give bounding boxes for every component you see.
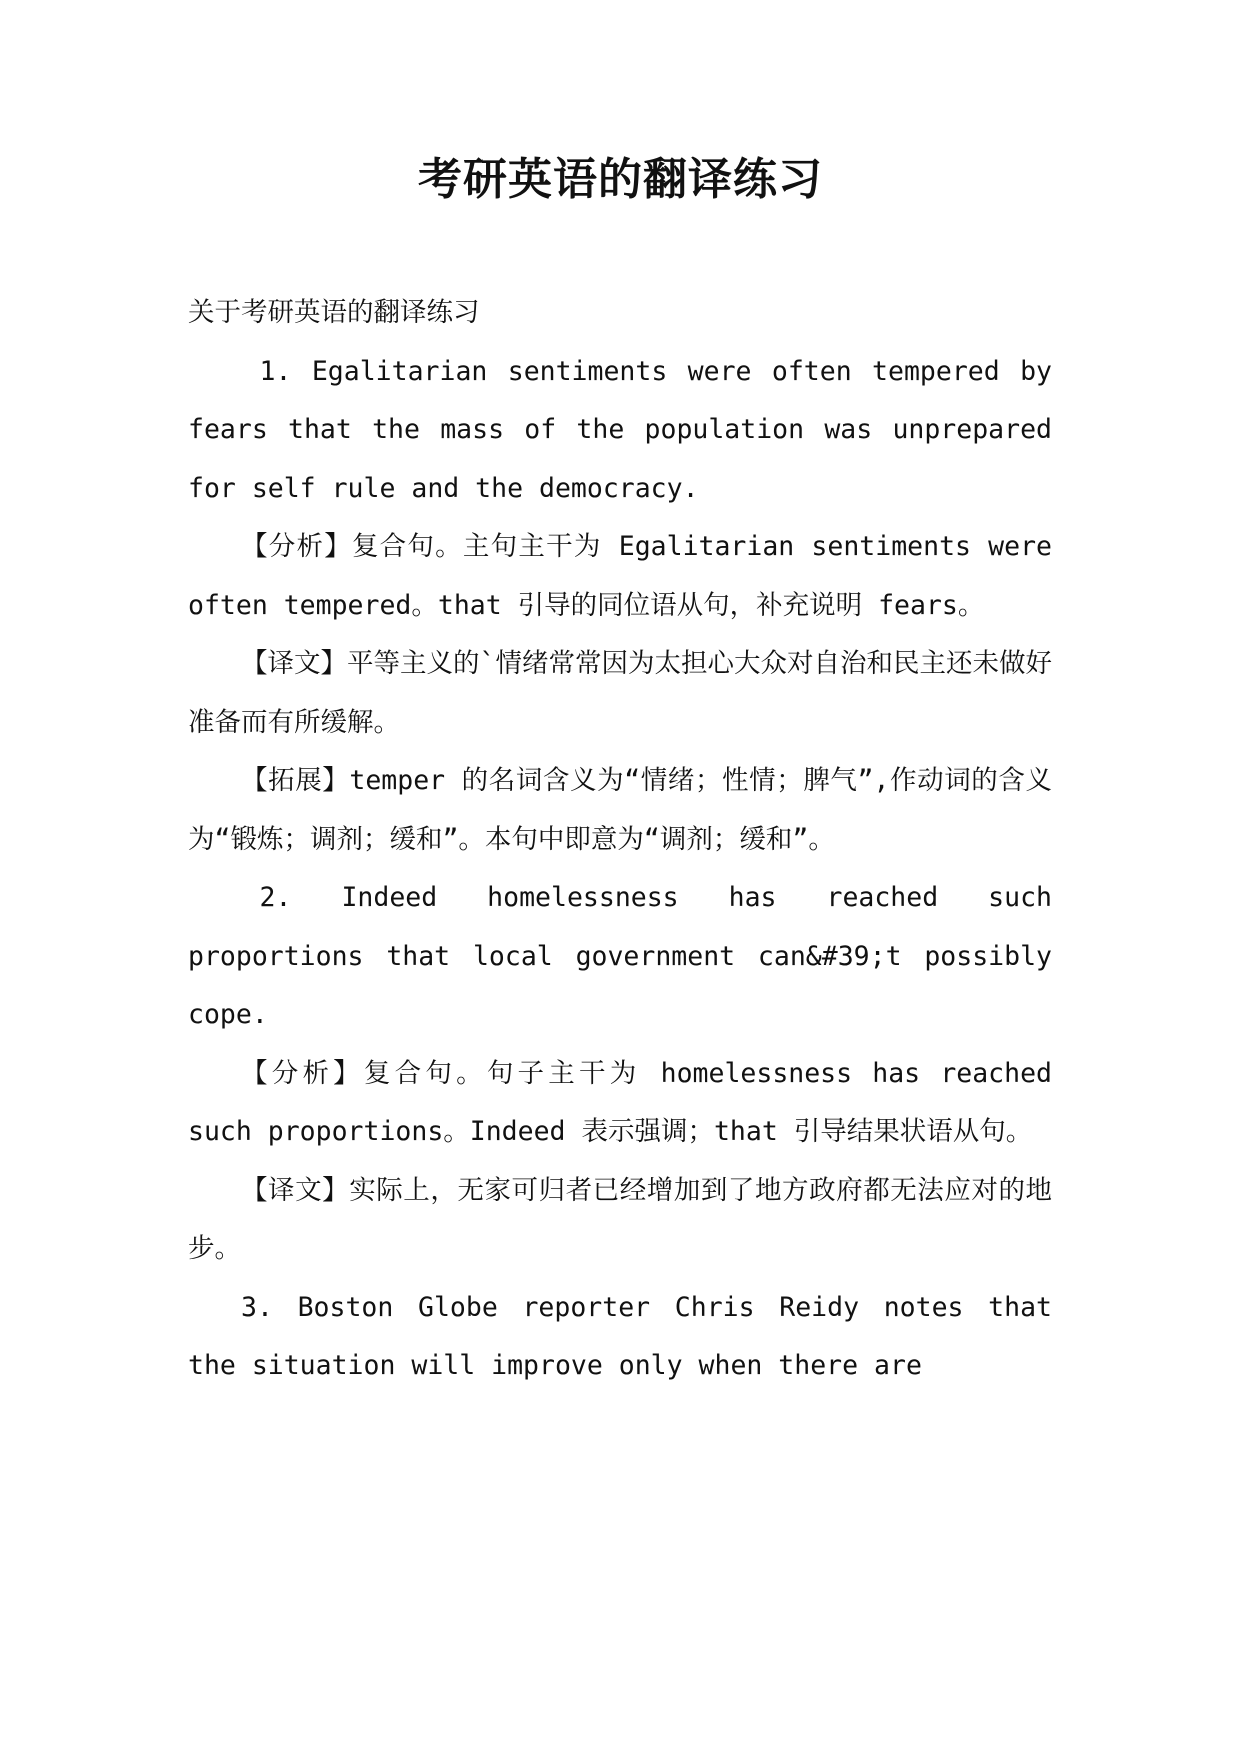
sentence-2: 2. Indeed homelessness has reached such proportions that local government can&#39;t possibly cope. — [188, 882, 1052, 1030]
analysis-1: 【分析】复合句。主句主干为 Egalitarian sentiments were often tempered。that 引导的同位语从句，补充说明 fears。 — [188, 531, 1052, 621]
document-body — [188, 284, 1052, 1396]
intro-line: 关于考研英语的翻译练习 — [188, 297, 480, 328]
analysis-2: 【分析】复合句。句子主干为 homelessness has reached such proportions。Indeed 表示强调；that 引导结果状语从句。 — [188, 1057, 1052, 1147]
translation-1: 【译文】平等主义的`情绪常常因为太担心大众对自治和民主还未做好准备而有所缓解。 — [188, 648, 1052, 738]
sentence-1: 1. Egalitarian sentiments were often tempered by fears that the mass of the population was unprepared for self rule and the democracy. — [188, 355, 1052, 504]
page-title: 考研英语的翻译练习 — [418, 154, 823, 205]
translation-2: 【译文】实际上，无家可归者已经增加到了地方政府都无法应对的地步。 — [188, 1174, 1052, 1264]
sentence-3: 3. Boston Globe reporter Chris Reidy notes that the situation will improve only when there are — [188, 1291, 1052, 1381]
extension-1: 【拓展】temper 的名词含义为“情绪；性情；脾气”,作动词的含义为“锻炼；调剂；缓和”。本句中即意为“调剂；缓和”。 — [188, 765, 1052, 855]
